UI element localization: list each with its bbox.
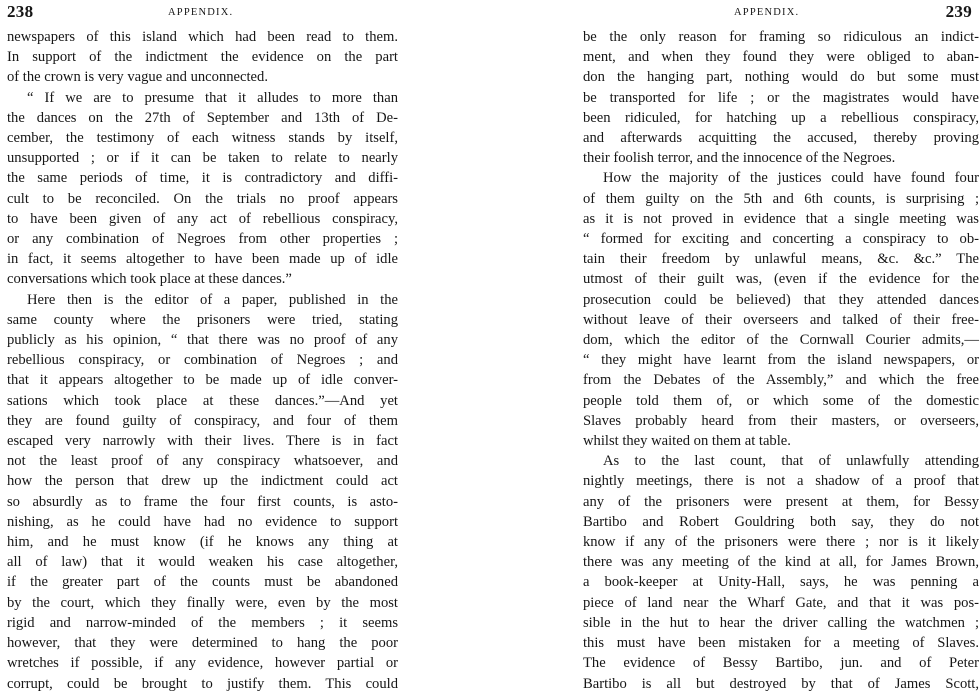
right-running-head: APPENDIX. bbox=[734, 7, 800, 18]
right-page-number: 239 bbox=[945, 2, 972, 21]
text-line: publicly as his opinion, “ that there was no proof of any bbox=[7, 332, 398, 349]
text-line: nishing, as he could have had no evidence to support bbox=[7, 513, 398, 530]
text-line: the dances on the 27th of September and 13th of De- bbox=[7, 109, 398, 126]
text-line: there was any meeting of the kind at all, for James Brown, bbox=[583, 554, 979, 571]
text-line: piece of land near the Wharf Gate, and that it was pos- bbox=[583, 594, 979, 611]
text-line: utmost of their guilt was, (even if the evidence for the bbox=[583, 271, 979, 288]
text-line: how the person that drew up the indictment could act bbox=[7, 473, 398, 490]
right-page-body bbox=[583, 27, 979, 694]
text-line: of the crown is very vague and unconnected. bbox=[7, 69, 268, 86]
text-line: Here then is the editor of a paper, published in the bbox=[27, 291, 398, 308]
text-line: this must have been mistaken for a meeting of Slaves. bbox=[583, 635, 979, 652]
text-line: to have been given of any act of rebellious conspiracy, bbox=[7, 210, 398, 227]
text-line: Slaves probably heard from their masters, or overseers, bbox=[583, 412, 979, 429]
text-line: without leave of their overseers and talked of their free- bbox=[583, 311, 979, 328]
text-line: dom, which the editor of the Cornwall Courier admits,— bbox=[583, 332, 979, 349]
text-line: from the Debates of the Assembly,” and which the free bbox=[583, 372, 979, 389]
text-line: sations which took place at these dances.”—And yet bbox=[7, 392, 398, 409]
text-line: unsupported ; or if it can be taken to relate to nearly bbox=[7, 150, 398, 167]
left-page-body bbox=[7, 27, 398, 694]
text-line: him, and he must know (if he knows any thing at bbox=[7, 534, 398, 551]
text-line: corrupt, could be brought to justify them. This could bbox=[7, 675, 398, 692]
right-page bbox=[574, 0, 980, 692]
text-line: the same periods of time, it is contradictory and diffi- bbox=[7, 170, 398, 187]
text-line: same county where the prisoners were tried, stating bbox=[7, 311, 398, 328]
text-line: that it appears altogether to be made up of idle conver- bbox=[7, 372, 398, 389]
left-running-head: APPENDIX. bbox=[168, 7, 234, 18]
text-line: so absurdly as to frame the four first counts, is asto- bbox=[7, 493, 398, 510]
text-line: and afterwards acquitting the accused, thereby proving bbox=[583, 130, 979, 147]
text-line: by the court, which they finally were, even by the most bbox=[7, 594, 398, 611]
text-line: ment, and when they found they were obliged to aban- bbox=[583, 49, 979, 66]
text-line: a book-keeper at Unity-Hall, says, he was penning a bbox=[583, 574, 979, 591]
text-line: Bartibo and Robert Gouldring both say, they do not bbox=[583, 513, 979, 530]
text-line: or any combination of Negroes from other properties ; bbox=[7, 231, 398, 248]
text-line: cult to be reconciled. On the trials no proof appears bbox=[7, 190, 398, 207]
text-line: been ridiculed, for hatching up a rebellious conspiracy, bbox=[583, 109, 979, 126]
text-line: know if any of the prisoners were there ; nor is it likely bbox=[583, 534, 979, 551]
text-line: their foolish terror, and the innocence of the Negroes. bbox=[583, 150, 896, 167]
text-line: be the only reason for framing so ridiculous an indict- bbox=[583, 29, 979, 45]
text-line: Bartibo is all but destroyed by that of James Scott, bbox=[583, 675, 979, 692]
text-line: rebellious conspiracy, or combination of Negroes ; and bbox=[7, 352, 398, 369]
text-line: all of law) that it would weaken his case altogether, bbox=[7, 554, 398, 571]
text-line: of them guilty on the 5th and 6th counts, is surprising ; bbox=[583, 190, 979, 207]
text-line: nightly meetings, there is not a shadow of a proof that bbox=[583, 473, 979, 490]
text-line: cember, the testimony of each witness stands by itself, bbox=[7, 130, 398, 147]
text-line: prosecution could be believed) that they attended dances bbox=[583, 291, 979, 308]
text-line: they are found guilty of conspiracy, and four of them bbox=[7, 412, 398, 429]
text-line: tain their freedom by unlawful means, &c. &c.” The bbox=[583, 251, 979, 268]
text-line: How the majority of the justices could have found four bbox=[603, 170, 979, 187]
text-line: not the least proof of any conspiracy whatsoever, and bbox=[7, 453, 398, 470]
left-page bbox=[0, 0, 420, 692]
text-line: “ If we are to presume that it alludes to more than bbox=[27, 89, 398, 106]
text-line: in fact, it seems altogether to have been made up of idle bbox=[7, 251, 398, 268]
text-line: “ formed for exciting and concerting a conspiracy to ob- bbox=[583, 231, 979, 248]
text-line: newspapers of this island which had been read to them. bbox=[7, 29, 398, 45]
text-line: sible in the hut to hear the driver calling the watchmen ; bbox=[583, 614, 979, 631]
text-line: people told them of, or which some of the domestic bbox=[583, 392, 979, 409]
text-line: however, that they were determined to hang the poor bbox=[7, 635, 398, 652]
text-line: as it is not proved in evidence that a single meeting was bbox=[583, 210, 979, 227]
left-page-number: 238 bbox=[7, 2, 34, 21]
text-line: conversations which took place at these dances.” bbox=[7, 271, 292, 288]
text-line: escaped very narrowly with their lives. There is in fact bbox=[7, 433, 398, 450]
text-line: wretches if possible, if any evidence, however partial or bbox=[7, 655, 398, 672]
left-page-header bbox=[7, 0, 399, 27]
text-line: As to the last count, that of unlawfully attending bbox=[603, 453, 979, 470]
text-line: The evidence of Bessy Bartibo, jun. and of Peter bbox=[583, 655, 979, 672]
right-page-header bbox=[574, 0, 974, 27]
text-line: be transported for life ; or the magistrates would have bbox=[583, 89, 979, 106]
text-line: In support of the indictment the evidence on the part bbox=[7, 49, 398, 66]
text-line: if the greater part of the counts must be abandoned bbox=[7, 574, 398, 591]
text-line: don the hanging part, nothing would do but some must bbox=[583, 69, 979, 86]
text-line: whilst they waited on them at table. bbox=[583, 433, 791, 450]
text-line: “ they might have learnt from the island newspapers, or bbox=[583, 352, 979, 369]
text-line: rigid and narrow-minded of the members ; it seems bbox=[7, 614, 398, 631]
text-line: any of the prisoners were present at them, for Bessy bbox=[583, 493, 979, 510]
